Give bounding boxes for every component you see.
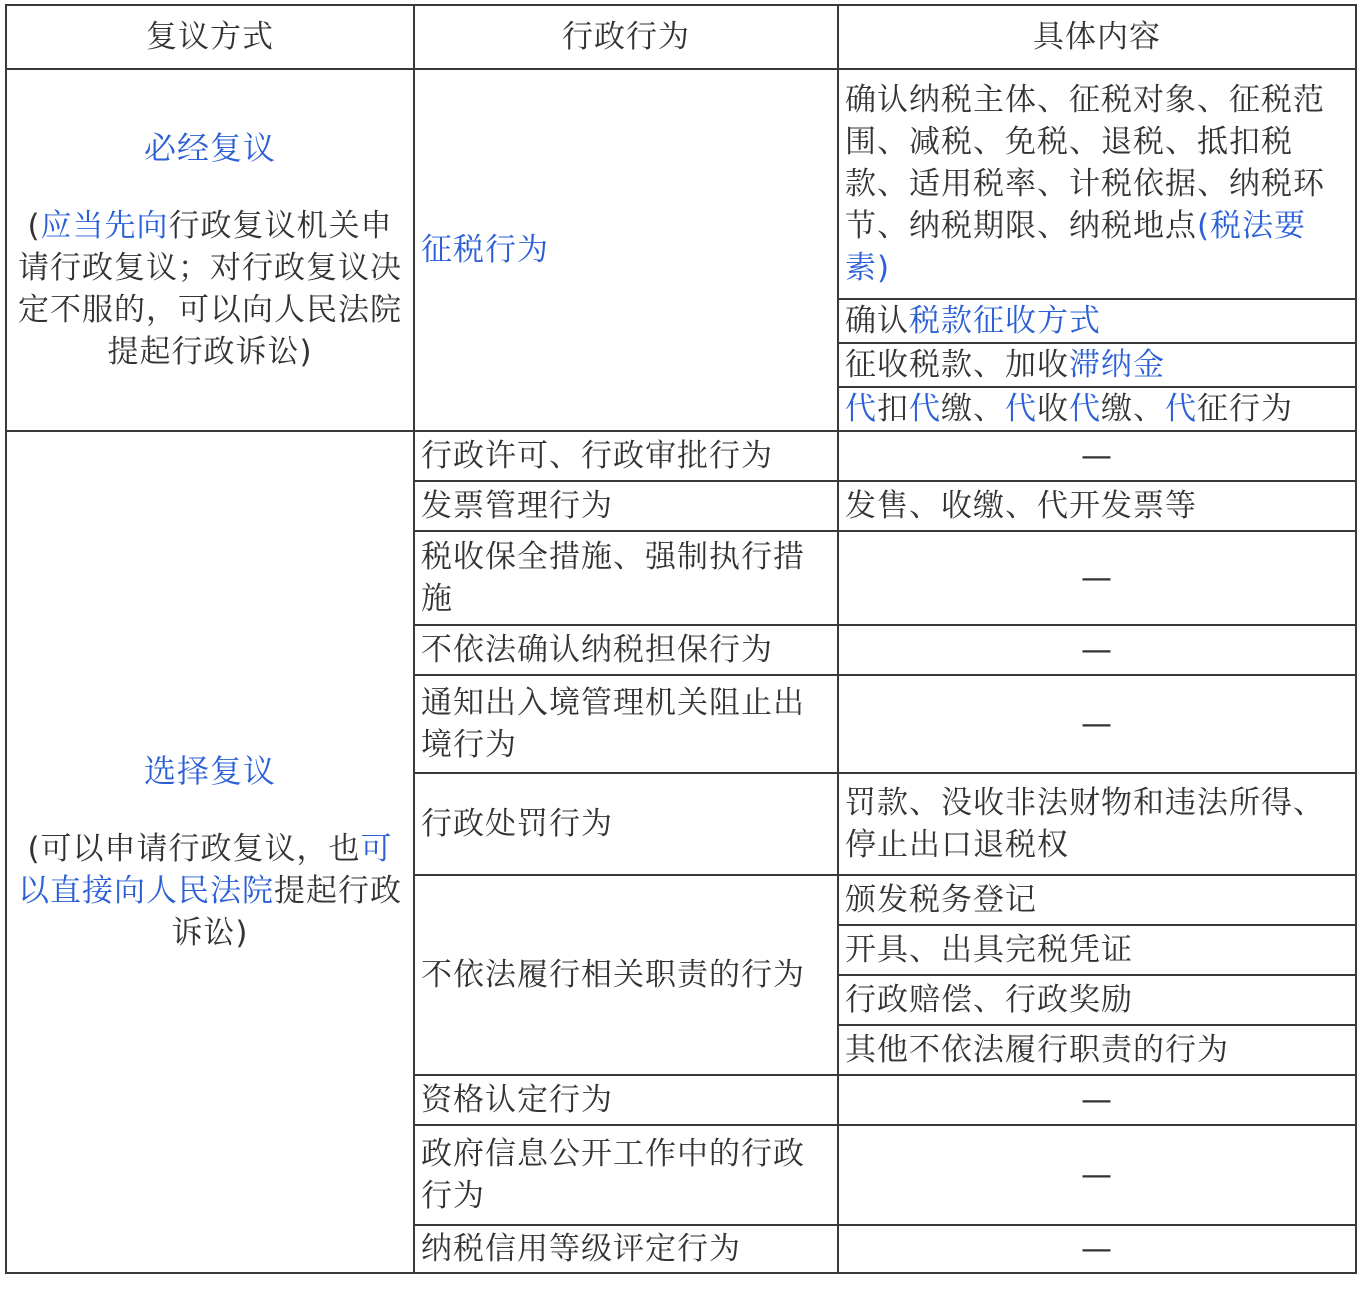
content-text: 征行为 (1197, 391, 1293, 427)
desc-part: 行政复议机关申请行政复议；对行政复议决定不服的，可以向人民法院提起行政诉讼) (18, 208, 402, 370)
action-cell: 不依法确认纳税担保行为 (414, 625, 838, 675)
optional-desc (13, 828, 407, 954)
content-text: 缴、 (941, 391, 1005, 427)
content-text: 确认 (845, 303, 909, 339)
content-cell (838, 69, 1356, 299)
content-cell: 其他不依法履行职责的行为 (838, 1025, 1356, 1075)
content-highlight: 代 (1005, 391, 1037, 427)
content-highlight: 代 (1165, 391, 1197, 427)
content-cell: — (838, 1075, 1356, 1125)
content-highlight: 代 (845, 391, 877, 427)
content-cell: 罚款、没收非法财物和违法所得、停止出口退税权 (838, 773, 1356, 875)
action-cell: 发票管理行为 (414, 481, 838, 531)
content-cell: 开具、出具完税凭证 (838, 925, 1356, 975)
header-review-mode: 复议方式 (6, 5, 414, 69)
action-cell: 行政处罚行为 (414, 773, 838, 875)
content-cell (838, 343, 1356, 387)
content-cell: 颁发税务登记 (838, 875, 1356, 925)
content-cell: — (838, 531, 1356, 625)
content-text: 缴、 (1101, 391, 1165, 427)
desc-part-highlight: 可以直接向人民法院 (18, 831, 393, 909)
content-highlight: 税款征收方式 (909, 303, 1101, 339)
content-highlight: 代 (1069, 391, 1101, 427)
mandatory-desc (13, 205, 407, 373)
desc-part: (可以申请行政复议，也 (27, 831, 361, 867)
header-admin-action: 行政行为 (414, 5, 838, 69)
content-cell: — (838, 1125, 1356, 1225)
mandatory-title: 必经复议 (143, 129, 276, 167)
header-row (6, 5, 1356, 69)
action-cell: 资格认定行为 (414, 1075, 838, 1125)
optional-title: 选择复议 (143, 752, 276, 790)
review-table (5, 4, 1357, 1274)
content-highlight: (税法要素) (845, 208, 1307, 286)
content-text: 征收税款、加收 (845, 347, 1069, 383)
tax-collection-action: 征税行为 (414, 69, 838, 431)
action-cell: 行政许可、行政审批行为 (414, 431, 838, 481)
content-cell: 发售、收缴、代开发票等 (838, 481, 1356, 531)
content-text: 确认纳税主体、征税对象、征税范围、减税、免税、退税、抵扣税款、适用税率、计税依据、纳税环节、纳税期限、纳税地点 (845, 82, 1325, 244)
action-cell: 政府信息公开工作中的行政行为 (414, 1125, 838, 1225)
content-cell: — (838, 431, 1356, 481)
desc-part: ( (27, 208, 41, 244)
content-text: 收 (1037, 391, 1069, 427)
content-cell: 行政赔偿、行政奖励 (838, 975, 1356, 1025)
desc-part: 提起行政诉讼) (171, 873, 402, 951)
table-row (6, 431, 1356, 481)
action-cell: 税收保全措施、强制执行措施 (414, 531, 838, 625)
action-cell: 纳税信用等级评定行为 (414, 1225, 838, 1273)
mandatory-mode-cell (6, 69, 414, 431)
content-text: 扣 (877, 391, 909, 427)
optional-mode-cell (6, 431, 414, 1273)
action-cell: 不依法履行相关职责的行为 (414, 875, 838, 1075)
header-content: 具体内容 (838, 5, 1356, 69)
desc-part-highlight: 应当先向 (40, 208, 169, 244)
content-cell (838, 299, 1356, 343)
content-highlight: 滞纳金 (1069, 347, 1165, 383)
content-cell: — (838, 625, 1356, 675)
content-cell: — (838, 675, 1356, 773)
action-cell: 通知出入境管理机关阻止出境行为 (414, 675, 838, 773)
content-cell: — (838, 1225, 1356, 1273)
table-row (6, 69, 1356, 299)
content-highlight: 代 (909, 391, 941, 427)
content-cell (838, 387, 1356, 431)
